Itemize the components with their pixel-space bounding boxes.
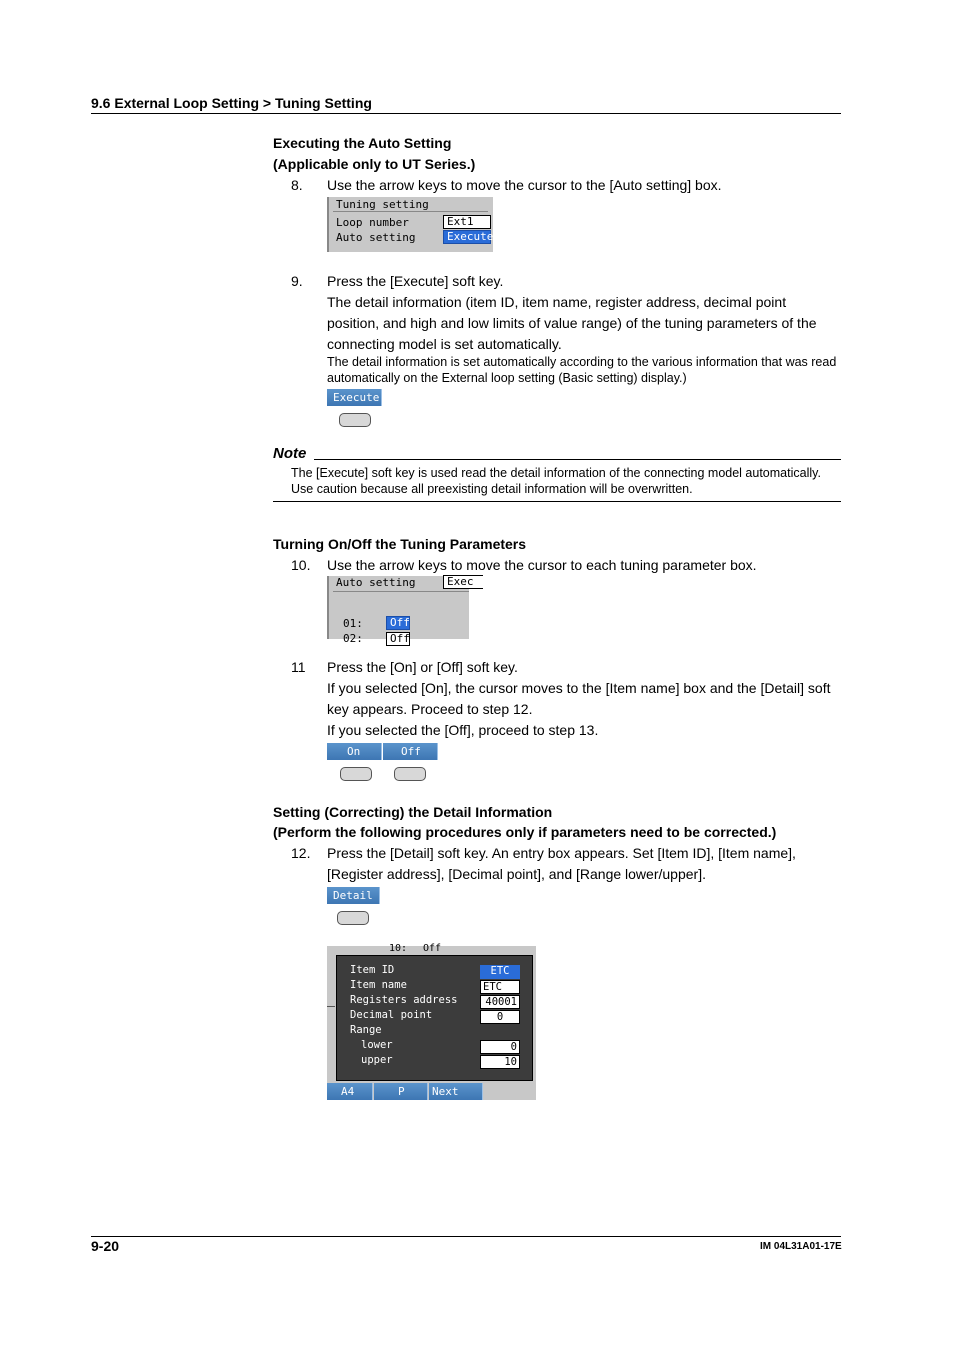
decimal-point-label: Decimal point bbox=[350, 1009, 433, 1021]
p-softkey[interactable]: P bbox=[374, 1083, 428, 1100]
param-01-box[interactable]: Off bbox=[386, 616, 410, 630]
register-address-label: Registers address bbox=[350, 994, 458, 1006]
heading-ut-series: (Applicable only to UT Series.) bbox=[273, 156, 476, 172]
item-id-field[interactable]: ETC bbox=[480, 965, 520, 979]
off-hardware-key[interactable] bbox=[394, 767, 426, 781]
a4-softkey[interactable]: A4 bbox=[327, 1083, 373, 1100]
next-page-softkey[interactable]: Next 1/3 bbox=[429, 1083, 483, 1100]
tuning-setting-title: Tuning setting bbox=[336, 198, 429, 211]
item-id-label: Item ID bbox=[350, 964, 395, 976]
item-name-field[interactable]: ETC bbox=[480, 980, 520, 994]
step-12-text: Press the [Detail] soft key. An entry box appears. Set [Item ID], [Item name], [Register address], [Decimal point], and [Range lower/upper]. bbox=[327, 845, 796, 882]
note-rule-top bbox=[314, 459, 841, 460]
step-8-text: Use the arrow keys to move the cursor to the [Auto setting] box. bbox=[327, 177, 722, 193]
loop-number-label: Loop number bbox=[336, 216, 409, 229]
note-line-2: Use caution because all preexisting detail information will be overwritten. bbox=[291, 482, 693, 496]
screen-divider bbox=[333, 591, 469, 592]
heading-tuning-parameters: Turning On/Off the Tuning Parameters bbox=[273, 536, 527, 552]
footer-rule bbox=[91, 1236, 841, 1237]
note-rule-bottom bbox=[273, 501, 841, 502]
on-hardware-key[interactable] bbox=[340, 767, 372, 781]
on-softkey-label[interactable]: On bbox=[327, 743, 382, 760]
range-lower-field[interactable]: 0 bbox=[480, 1040, 520, 1054]
range-lower-label: lower bbox=[361, 1039, 393, 1051]
note-line-1: The [Execute] soft key is used read the detail information of the connecting model automatically. bbox=[291, 466, 821, 480]
document-id: IM 04L31A01-17E bbox=[760, 1241, 842, 1252]
detail-entry-dialog bbox=[336, 955, 533, 1081]
heading-auto-setting: Executing the Auto Setting bbox=[273, 135, 452, 151]
behind-row-label: 10: bbox=[389, 943, 408, 954]
param-01-label: 01: bbox=[343, 617, 363, 630]
execute-softkey-label[interactable]: Execute bbox=[327, 389, 382, 406]
note-title: Note bbox=[273, 445, 307, 462]
auto-setting-label: Auto setting bbox=[336, 576, 416, 589]
section-header: 9.6 External Loop Setting > Tuning Setting bbox=[91, 95, 372, 111]
heading-detail-information: Setting (Correcting) the Detail Information bbox=[273, 804, 553, 820]
heading-correction-note: (Perform the following procedures only if parameters need to be corrected.) bbox=[273, 824, 777, 840]
tuning-setting-screen bbox=[327, 197, 493, 252]
step-11-line1: Press the [On] or [Off] soft key. bbox=[327, 659, 518, 675]
behind-tick bbox=[327, 1006, 335, 1007]
range-upper-label: upper bbox=[361, 1054, 393, 1066]
auto-setting-box[interactable]: Execute bbox=[443, 230, 491, 244]
step-number-9: 9. bbox=[291, 273, 303, 289]
step-number-8: 8. bbox=[291, 177, 303, 193]
step-number-12: 12. bbox=[291, 845, 311, 861]
loop-number-box[interactable]: Ext1 bbox=[443, 215, 491, 229]
detail-softkey-label[interactable]: Detail bbox=[327, 887, 380, 904]
off-softkey-label[interactable]: Off bbox=[383, 743, 438, 760]
step-number-11: 11 bbox=[291, 659, 306, 675]
auto-setting-label: Auto setting bbox=[336, 231, 416, 244]
tuning-parameter-screen bbox=[327, 575, 474, 645]
step-11-line3: If you selected the [Off], proceed to step 13. bbox=[327, 722, 599, 738]
step-9-line1: Press the [Execute] soft key. bbox=[327, 273, 504, 289]
range-upper-field[interactable]: 10 bbox=[480, 1055, 520, 1069]
step-10-text: Use the arrow keys to move the cursor to each tuning parameter box. bbox=[327, 557, 757, 573]
step-9-line2: The detail information (item ID, item name, register address, decimal point position, and high and low limits of value range) of the tuning parameters of the connecting model is set automatically. bbox=[327, 294, 817, 352]
step-11-line2: If you selected [On], the cursor moves to the [Item name] box and the [Detail] soft key appears. Proceed to step 12. bbox=[327, 680, 831, 717]
range-label: Range bbox=[350, 1024, 382, 1036]
param-02-label: 02: bbox=[343, 632, 363, 645]
register-address-field[interactable]: 40001 bbox=[480, 995, 520, 1009]
execute-hardware-key[interactable] bbox=[339, 413, 371, 427]
auto-setting-box[interactable]: Exec bbox=[443, 575, 483, 589]
step-9-small-note: The detail information is set automatically according to the various information that was read automatically on the External loop setting (Basic setting) display.) bbox=[327, 355, 837, 385]
decimal-point-field[interactable]: 0 bbox=[480, 1010, 520, 1024]
param-02-box[interactable]: Off bbox=[386, 632, 410, 646]
page-number: 9-20 bbox=[91, 1238, 120, 1254]
step-number-10: 10. bbox=[291, 557, 311, 573]
detail-hardware-key[interactable] bbox=[337, 911, 369, 925]
screen-divider bbox=[333, 211, 488, 212]
header-rule bbox=[91, 113, 841, 114]
item-name-label: Item name bbox=[350, 979, 407, 991]
behind-row-value: Off bbox=[423, 943, 442, 954]
